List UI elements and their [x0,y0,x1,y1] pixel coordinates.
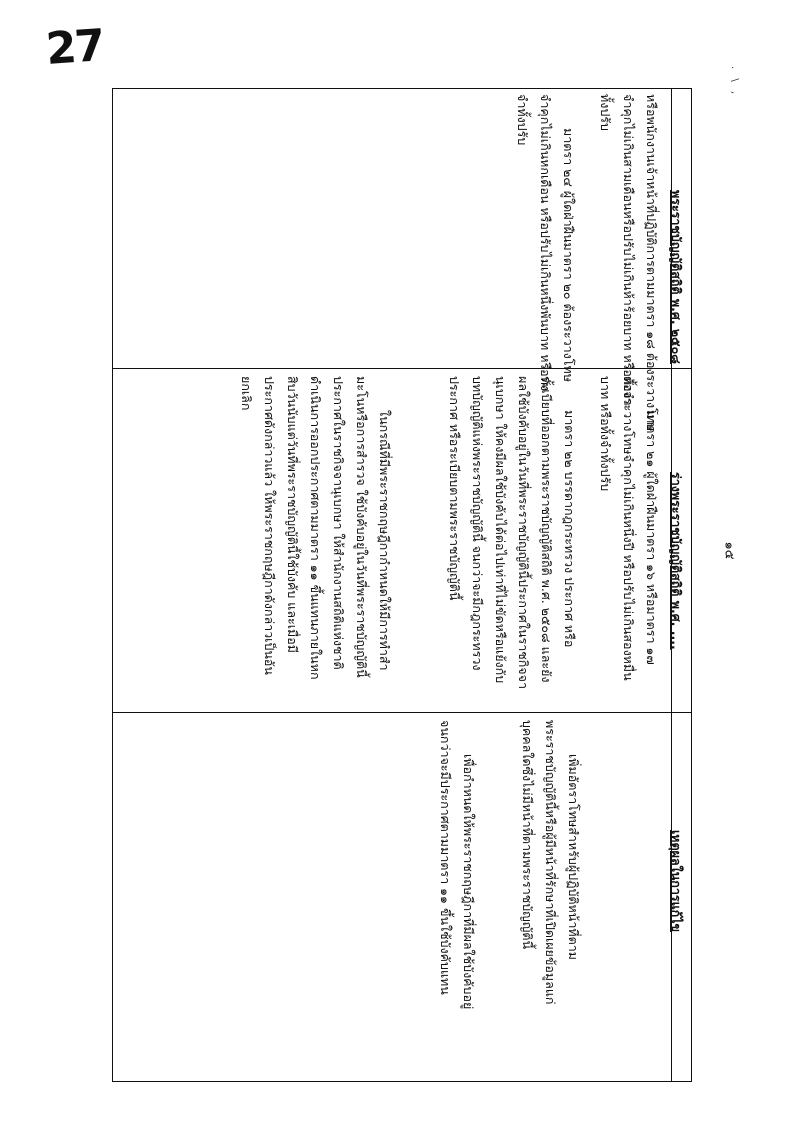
text-line: จนกว่าจะมีประกาศตามมาตรา ๑๑ ขึ้นใช้บังคับแทน [438,720,453,995]
handwritten-page-number: 27 [44,20,105,75]
text-line: ทั้งปรับ [598,94,613,131]
text-line: มาตรา ๒๒ บรรดากฎกระทรวง ประกาศ หรือ [562,410,577,648]
text-line: หรือพนักงานเจ้าหน้าที่ปฏิบัติการตามมาตรา ๑๘ ต้องระวางโทษ [644,94,659,432]
column-divider-2 [112,712,692,713]
text-line: ประกาศ หรือระเบียบตามพระราชบัญญัตินี้ [447,376,462,601]
reason-paragraph-2 [434,720,480,1009]
text-line: จำคุกไม่เกินสามเดือนหรือปรับไม่เกินห้าร้อยบาท หรือทั้งจำ [621,94,636,406]
header-current-act: พระราชบัญญัติสถิติ พ.ศ. ๒๕๐๘ [669,190,684,364]
header-reasons: เหตุผลในการแก้ไข [669,830,684,933]
margin-marks: . \ , [729,66,740,98]
text-line: ผลใช้บังคับอยู่ในวันที่พระราชบัญญัตินี้ประกาศในราชกิจจา [516,376,531,689]
text-line: ยกเลิก [239,376,254,411]
text-line: พระราชบัญญัตินี้หรือผู้มีหน้าที่รักษาที่เปิดเผยข้อมูลแก่ [543,720,558,1005]
text-line: มาตรา ๒๑ ผู้ใดฝ่าฝืนมาตรา ๑๖ หรือมาตรา ๑๗ [644,410,659,665]
draft-act-transitional-paragraph [235,376,396,680]
text-line: ประกาศในราชกิจจานุเบกษา ให้สำนักงานสถิติแห่งชาติ [331,376,346,670]
current-act-paragraph-2 [511,94,580,391]
reason-paragraph-1 [516,720,585,1004]
text-line: บาท หรือทั้งจำทั้งปรับ [598,376,613,492]
text-line: ในกรณีที่มีพระราชกฤษฎีกากำหนดให้มีการทำสำ [377,410,392,671]
header-draft-act: ร่างพระราชบัญญัติสถิติ พ.ศ. .... [669,472,684,650]
text-line: เพิ่มอัตราโทษสำหรับผู้ปฏิบัติหน้าที่ตาม [566,754,581,960]
text-line: สิบวันนับแต่วันที่พระราชบัญญัตินี้ใช้บังคับ และเมื่อมี [285,376,300,653]
text-line: ต้องระวางโทษจำคุกไม่เกินหนึ่งปี หรือปรับไม่เกินสองหมื่น [621,376,636,681]
draft-act-section-22 [443,376,581,689]
text-line: ระเบียบที่ออกตามพระราชบัญญัติสถิติ พ.ศ. ๒๕๐๘ และยัง [539,376,554,683]
text-line: จำทั้งปรับ [515,94,530,146]
draft-act-section-21 [594,376,663,681]
text-line: เพื่อกำหนดให้พระราชกฤษฎีกาที่มีผลใช้บังคับอยู่ [461,754,476,1010]
text-line: บทบัญญัติแห่งพระราชบัญญัตินี้ จนกว่าจะมีกฎกระทรวง [470,376,485,671]
text-line: นุเบกษา ให้คงมีผลใช้บังคับได้ต่อไปเท่าที่ไม่ขัดหรือแย้งกับ [493,376,508,684]
text-line: จำคุกไม่เกินหกเดือน หรือปรับไม่เกินหนึ่งพันบาท หรือทั้ง [538,94,553,392]
text-line: ดำเนินการออกประกาศตามมาตรา ๑๑ ขึ้นแทนภายในหก [308,376,323,680]
page-number: ๑๕ [721,541,737,560]
text-line: มาตรา ๒๔ ผู้ใดฝ่าฝืนมาตรา ๒๐ ต้องระวางโทษ [561,128,576,382]
text-line: บุคคลใดซึ่งไม่มีหน้าที่ตามพระราชบัญญัตินี้ [520,720,535,950]
text-line: ประกาศดังกล่าวแล้ว ให้พระราชกฤษฎีกาดังกล่าวเป็นอัน [262,376,277,675]
text-line: มะโนหรือการสำรวจ ใช้บังคับอยู่ในวันที่พระราชบัญญัตินี้ [354,376,369,678]
